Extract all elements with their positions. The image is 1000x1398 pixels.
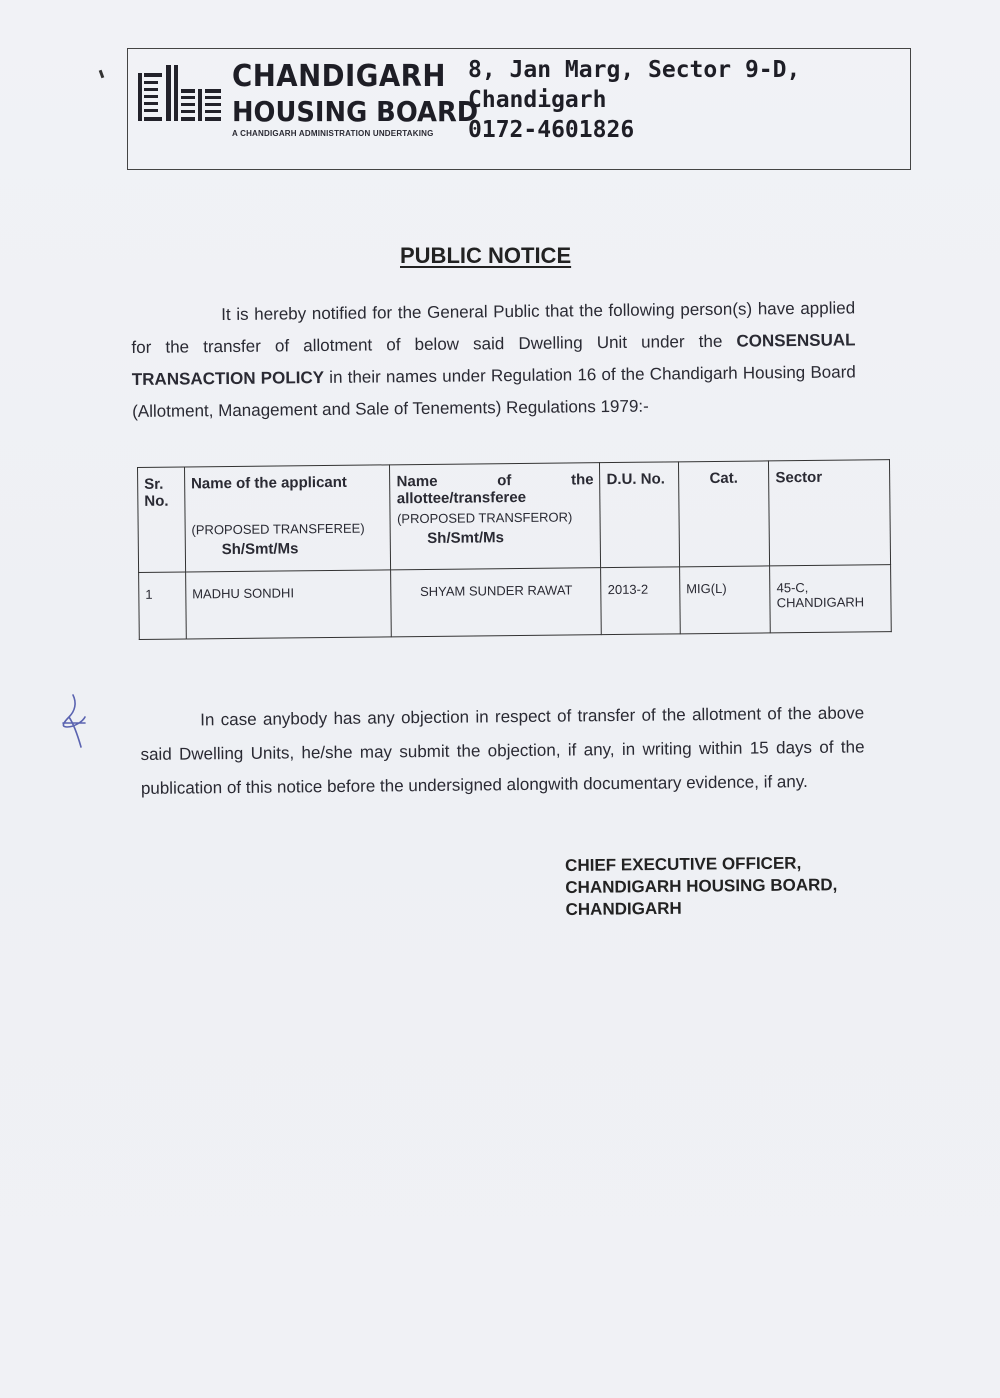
header-allottee [390,463,601,570]
phone-number: 0172-4601826 [468,117,635,143]
signature-block [565,852,838,921]
org-name-line1: CHANDIGARH [232,59,446,94]
header-allottee-label: allottee/transferee [396,488,527,508]
header-applicant-salute: Sh/Smt/Ms [221,540,299,559]
header-allottee-sub: (PROPOSED TRANSFEROR) [396,509,573,527]
org-name-line2: HOUSING BOARD [232,95,479,128]
notice-paragraph-2 [140,696,865,806]
handwritten-initial-icon [55,693,95,749]
signature-line2: CHANDIGARH HOUSING BOARD, [565,875,838,897]
address-line1: 8, Jan Marg, Sector 9-D, [468,57,801,83]
org-tagline: A CHANDIGARH ADMINISTRATION UNDERTAKING [232,129,434,138]
header-sector: Sector [769,460,891,566]
para2-text: In case anybody has any objection in respect of transfer of the allotment of the above said Dwelling Units, he/she may submit the objection, if any, in writing within 15 days of the publication of this notice before the undersigned alongwith documentary evidence, if any. [140,703,865,798]
table-header-row [138,460,891,573]
header-allottee-salute: Sh/Smt/Ms [427,529,505,547]
chb-logo-icon [136,63,224,127]
address-line2: Chandigarh [468,87,607,113]
table-row [139,565,892,640]
cell-du-no: 2013-2 [601,567,680,635]
letterhead [127,48,911,170]
para1-text-b: in their names under Regulation 16 of the Chandigarh Housing Board (Allotment, Management and Sale of Tenements) Regulations 1979:- [132,362,856,421]
para1-policy-name: CONSENSUAL TRANSACTION POLICY [131,330,856,389]
signature-line3: CHANDIGARH [565,898,682,919]
cell-sector: 45-C, CHANDIGARH [770,565,891,633]
cell-allottee: SHYAM SUNDER RAWAT [391,568,602,637]
header-allottee-word1: Name [396,472,438,491]
para1-text-a: It is hereby notified for the General Public that the following person(s) have applied for the transfer of allotment of below said Dwelling Unit under the [131,298,856,357]
header-du-no: D.U. No. [600,462,680,568]
notice-paragraph-1 [131,292,856,428]
cell-sr-no: 1 [139,572,187,639]
org-address [468,55,800,145]
cell-applicant: MADHU SONDHI [185,570,391,639]
header-applicant-sub: (PROPOSED TRANSFEREE) [191,520,365,538]
stray-mark [99,70,105,79]
notice-title: PUBLIC NOTICE [400,243,572,268]
header-allottee-word2: of [497,472,512,490]
header-applicant-label: Name of the applicant [190,473,347,493]
transfer-table [137,459,892,640]
header-category: Cat. [678,461,770,567]
header-sr-no: Sr. No. [138,467,186,572]
cell-category: MIG(L) [679,566,770,634]
header-allottee-word3: the [570,471,594,489]
header-applicant [184,465,391,572]
signature-line1: CHIEF EXECUTIVE OFFICER, [565,853,802,875]
